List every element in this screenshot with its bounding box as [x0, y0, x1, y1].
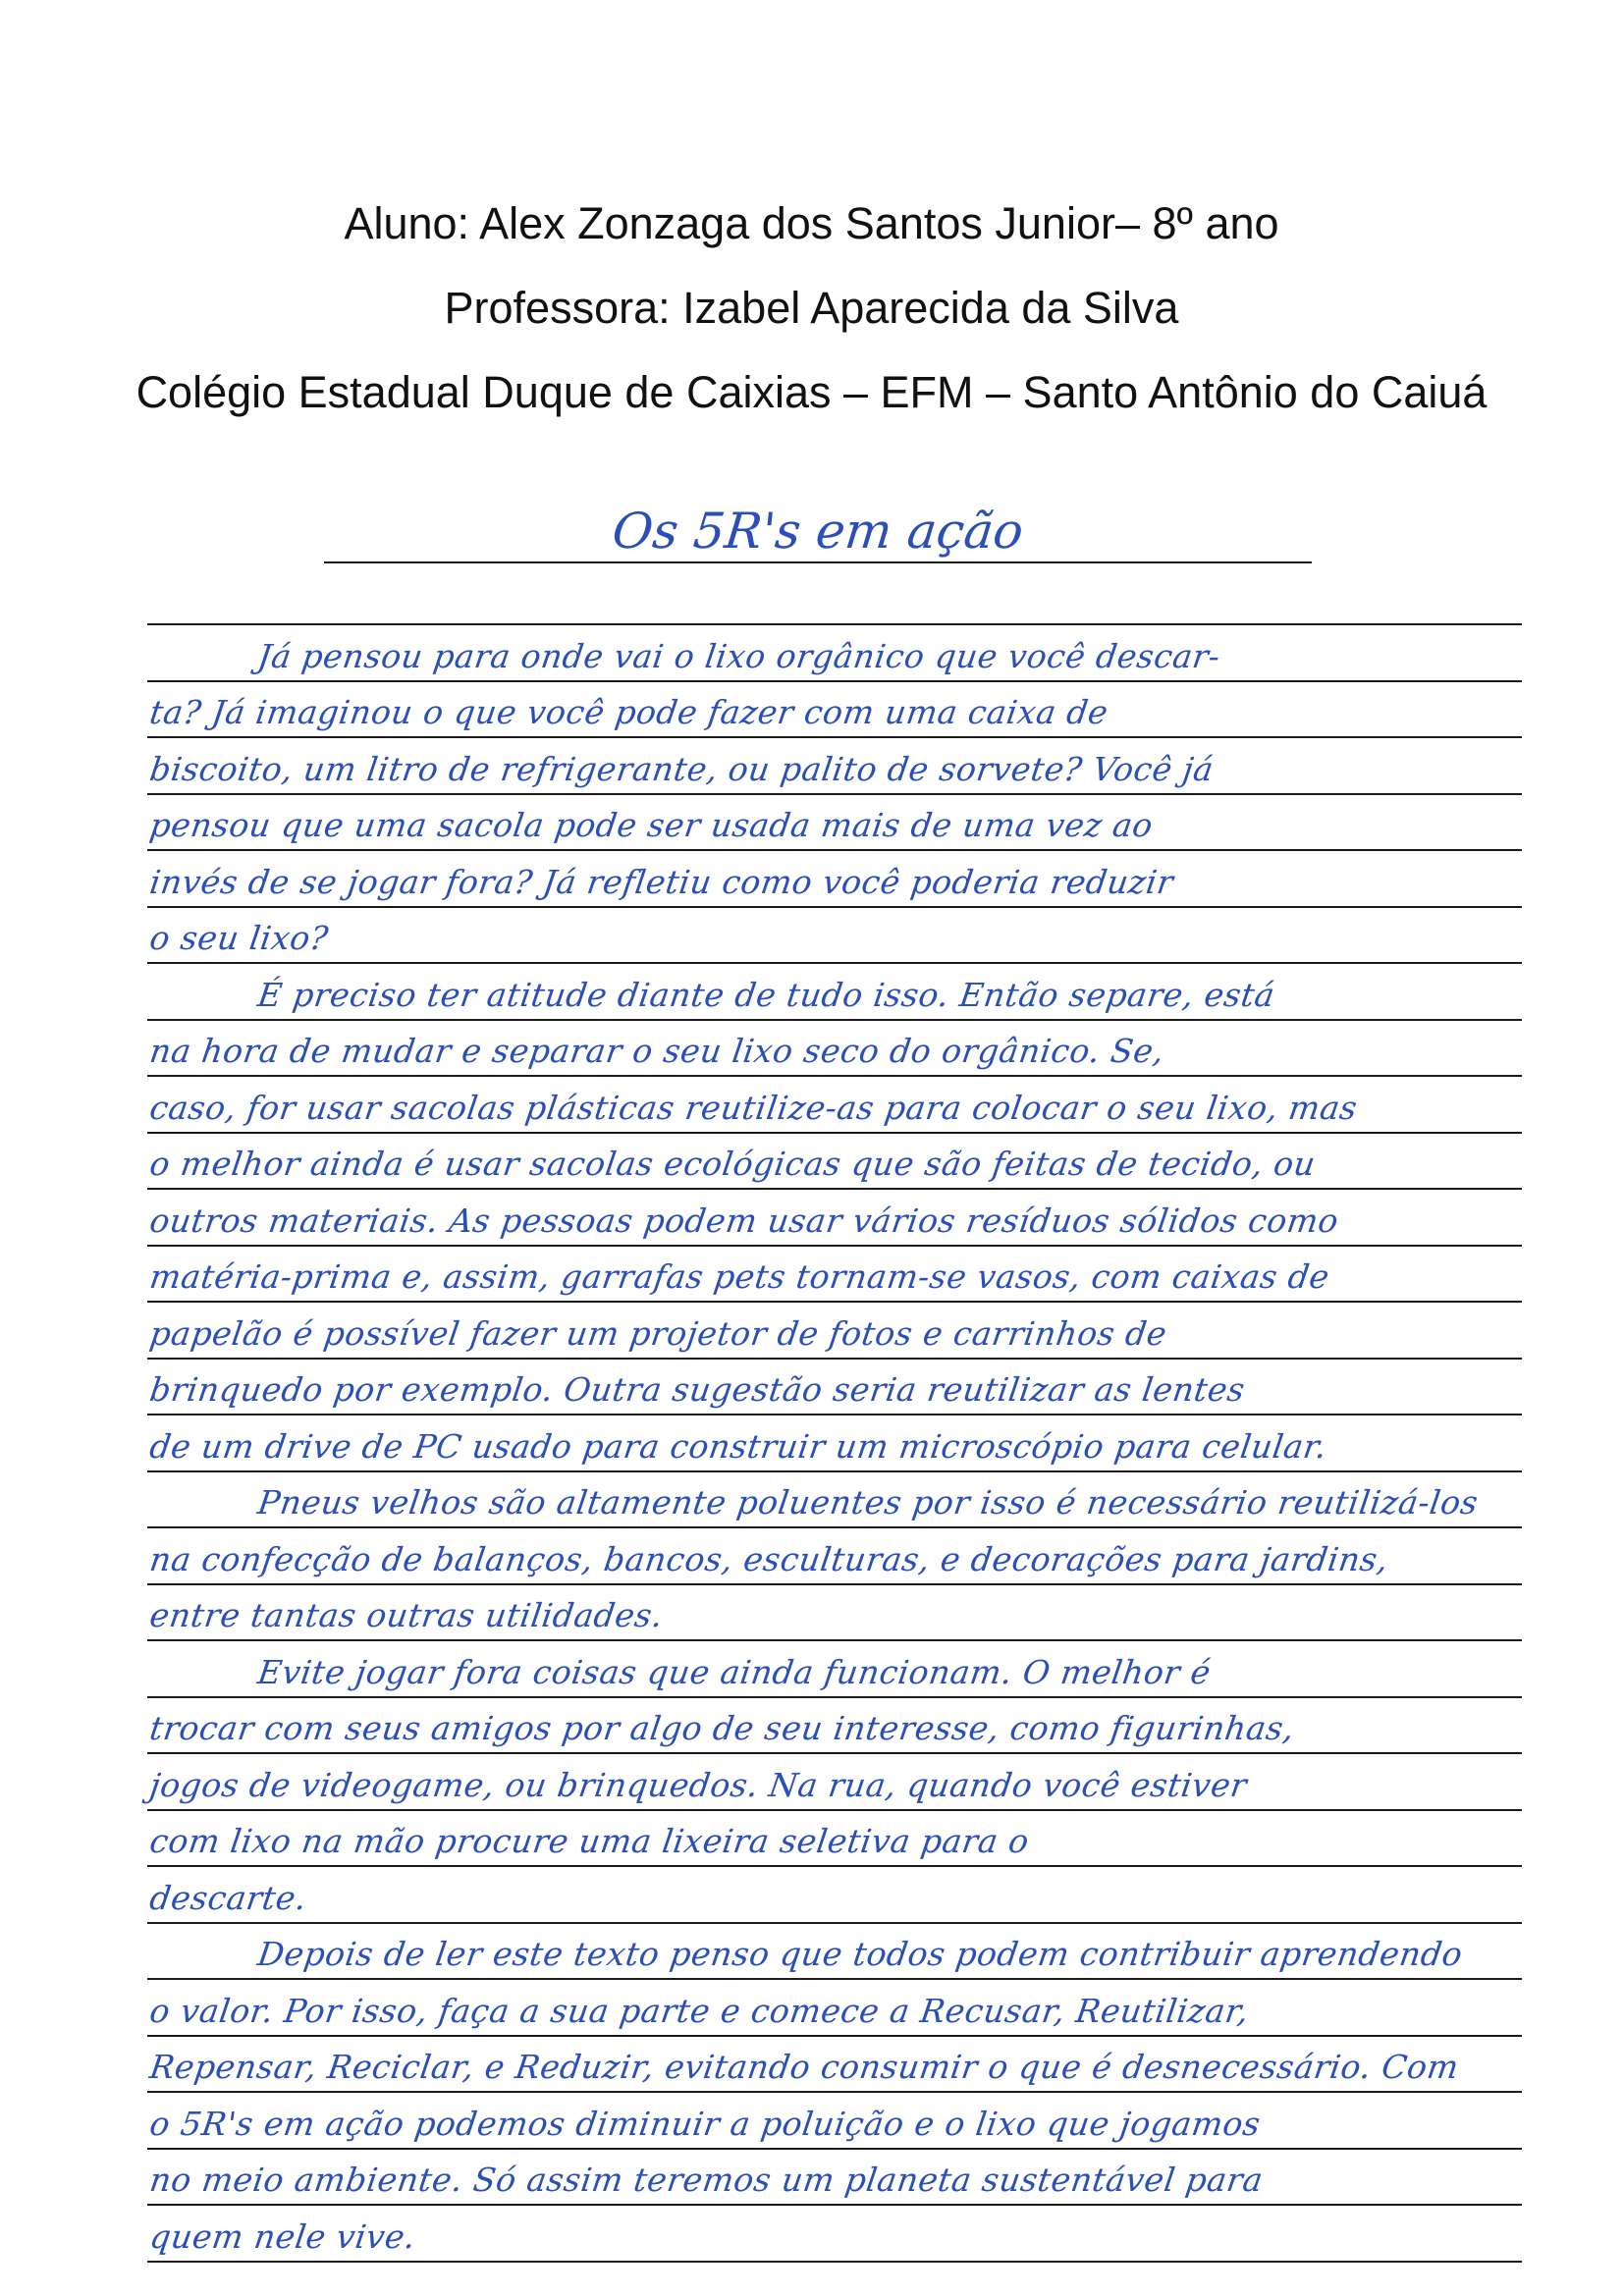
essay-title: Os 5R's em ação [609, 503, 1027, 560]
ruled-line [147, 1019, 1522, 1021]
ruled-line [147, 1526, 1522, 1528]
ruled-line [147, 2035, 1522, 2037]
handwritten-line: pensou que uma sacola pode ser usada mais de uma vez ao [147, 806, 1156, 844]
ruled-line [147, 1132, 1522, 1134]
handwritten-line: Pneus velhos são altamente poluentes por isso é necessário reutilizá-los [255, 1483, 1481, 1522]
handwritten-line: caso, for usar sacolas plásticas reutilize-as para colocar o seu lixo, mas [147, 1089, 1360, 1127]
ruled-line [147, 1075, 1522, 1077]
ruled-line [147, 1809, 1522, 1811]
ruled-line [147, 2204, 1522, 2206]
ruled-line [147, 962, 1522, 964]
ruled-line [147, 1470, 1522, 1472]
ruled-line [147, 623, 1522, 625]
handwritten-line: brinquedo por exemplo. Outra sugestão seria reutilizar as lentes [147, 1370, 1248, 1409]
handwritten-line: Depois de ler este texto penso que todos podem contribuir aprendendo [255, 1935, 1466, 1973]
handwritten-line: matéria-prima e, assim, garrafas pets tornam-se vasos, com caixas de [147, 1257, 1332, 1296]
handwritten-line: outros materiais. As pessoas podem usar vários resíduos sólidos como [147, 1201, 1341, 1240]
handwritten-line: entre tantas outras utilidades. [147, 1596, 666, 1634]
ruled-line [147, 2091, 1522, 2093]
ruled-line [147, 1696, 1522, 1698]
ruled-line [147, 1583, 1522, 1585]
handwritten-line: Repensar, Reciclar, e Reduzir, evitando consumir o que é desnecessário. Com [147, 2048, 1462, 2086]
school-line: Colégio Estadual Duque de Caixias – EFM – Santo Antônio do Caiuá [135, 367, 1488, 417]
ruled-line [147, 849, 1522, 851]
ruled-line [147, 736, 1522, 738]
ruled-line [147, 1978, 1522, 1980]
handwritten-line: de um drive de PC usado para construir um microscópio para celular. [147, 1427, 1329, 1466]
handwritten-line: ta? Já imaginou o que você pode fazer com uma caixa de [147, 693, 1111, 731]
ruled-line [147, 793, 1522, 795]
ruled-line [147, 1301, 1522, 1303]
ruled-line [147, 1922, 1522, 1924]
ruled-line [147, 1188, 1522, 1190]
ruled-line [147, 906, 1522, 908]
handwritten-line: na confecção de balanços, bancos, esculturas, e decorações para jardins, [147, 1540, 1391, 1578]
handwritten-line: o seu lixo? [147, 919, 331, 957]
teacher-line: Professora: Izabel Aparecida da Silva [444, 283, 1179, 333]
ruled-line [147, 1414, 1522, 1415]
ruled-line [147, 2261, 1522, 2263]
ruled-line [147, 1358, 1522, 1360]
handwritten-line: com lixo na mão procure uma lixeira seletiva para o [147, 1822, 1032, 1860]
handwritten-line: o 5R's em ação podemos diminuir a poluição e o lixo que jogamos [147, 2105, 1264, 2143]
ruled-line [147, 1245, 1522, 1247]
handwritten-line: invés de se jogar fora? Já refletiu como você poderia reduzir [147, 863, 1176, 901]
handwritten-line: trocar com seus amigos por algo de seu interesse, como figurinhas, [147, 1709, 1297, 1747]
handwritten-line: na hora de mudar e separar o seu lixo seco do orgânico. Se, [147, 1032, 1167, 1070]
ruled-line [147, 2148, 1522, 2150]
handwritten-line: papelão é possível fazer um projetor de fotos e carrinhos de [147, 1314, 1169, 1353]
student-line: Aluno: Alex Zonzaga dos Santos Junior– 8º ano [344, 198, 1279, 248]
handwritten-line: quem nele vive. [147, 2217, 419, 2256]
ruled-line [147, 1752, 1522, 1754]
handwritten-line: descarte. [147, 1879, 309, 1917]
ruled-line [147, 1639, 1522, 1641]
handwritten-line: biscoito, um litro de refrigerante, ou palito de sorvete? Você já [147, 750, 1217, 788]
handwritten-line: É preciso ter atitude diante de tudo isso. Então separe, está [255, 976, 1277, 1014]
title-rule [324, 561, 1312, 563]
ruled-line [147, 1865, 1522, 1867]
handwritten-line: o melhor ainda é usar sacolas ecológicas que são feitas de tecido, ou [147, 1145, 1319, 1183]
handwritten-line: no meio ambiente. Só assim teremos um planeta sustentável para [147, 2161, 1266, 2199]
handwritten-line: Já pensou para onde vai o lixo orgânico que você descar- [255, 637, 1223, 675]
handwritten-line: jogos de videogame, ou brinquedos. Na rua, quando você estiver [147, 1766, 1250, 1804]
handwritten-line: o valor. Por isso, faça a sua parte e comece a Recusar, Reutilizar, [147, 1992, 1252, 2030]
ruled-line [147, 680, 1522, 682]
handwritten-line: Evite jogar fora coisas que ainda funcionam. O melhor é [255, 1653, 1214, 1691]
